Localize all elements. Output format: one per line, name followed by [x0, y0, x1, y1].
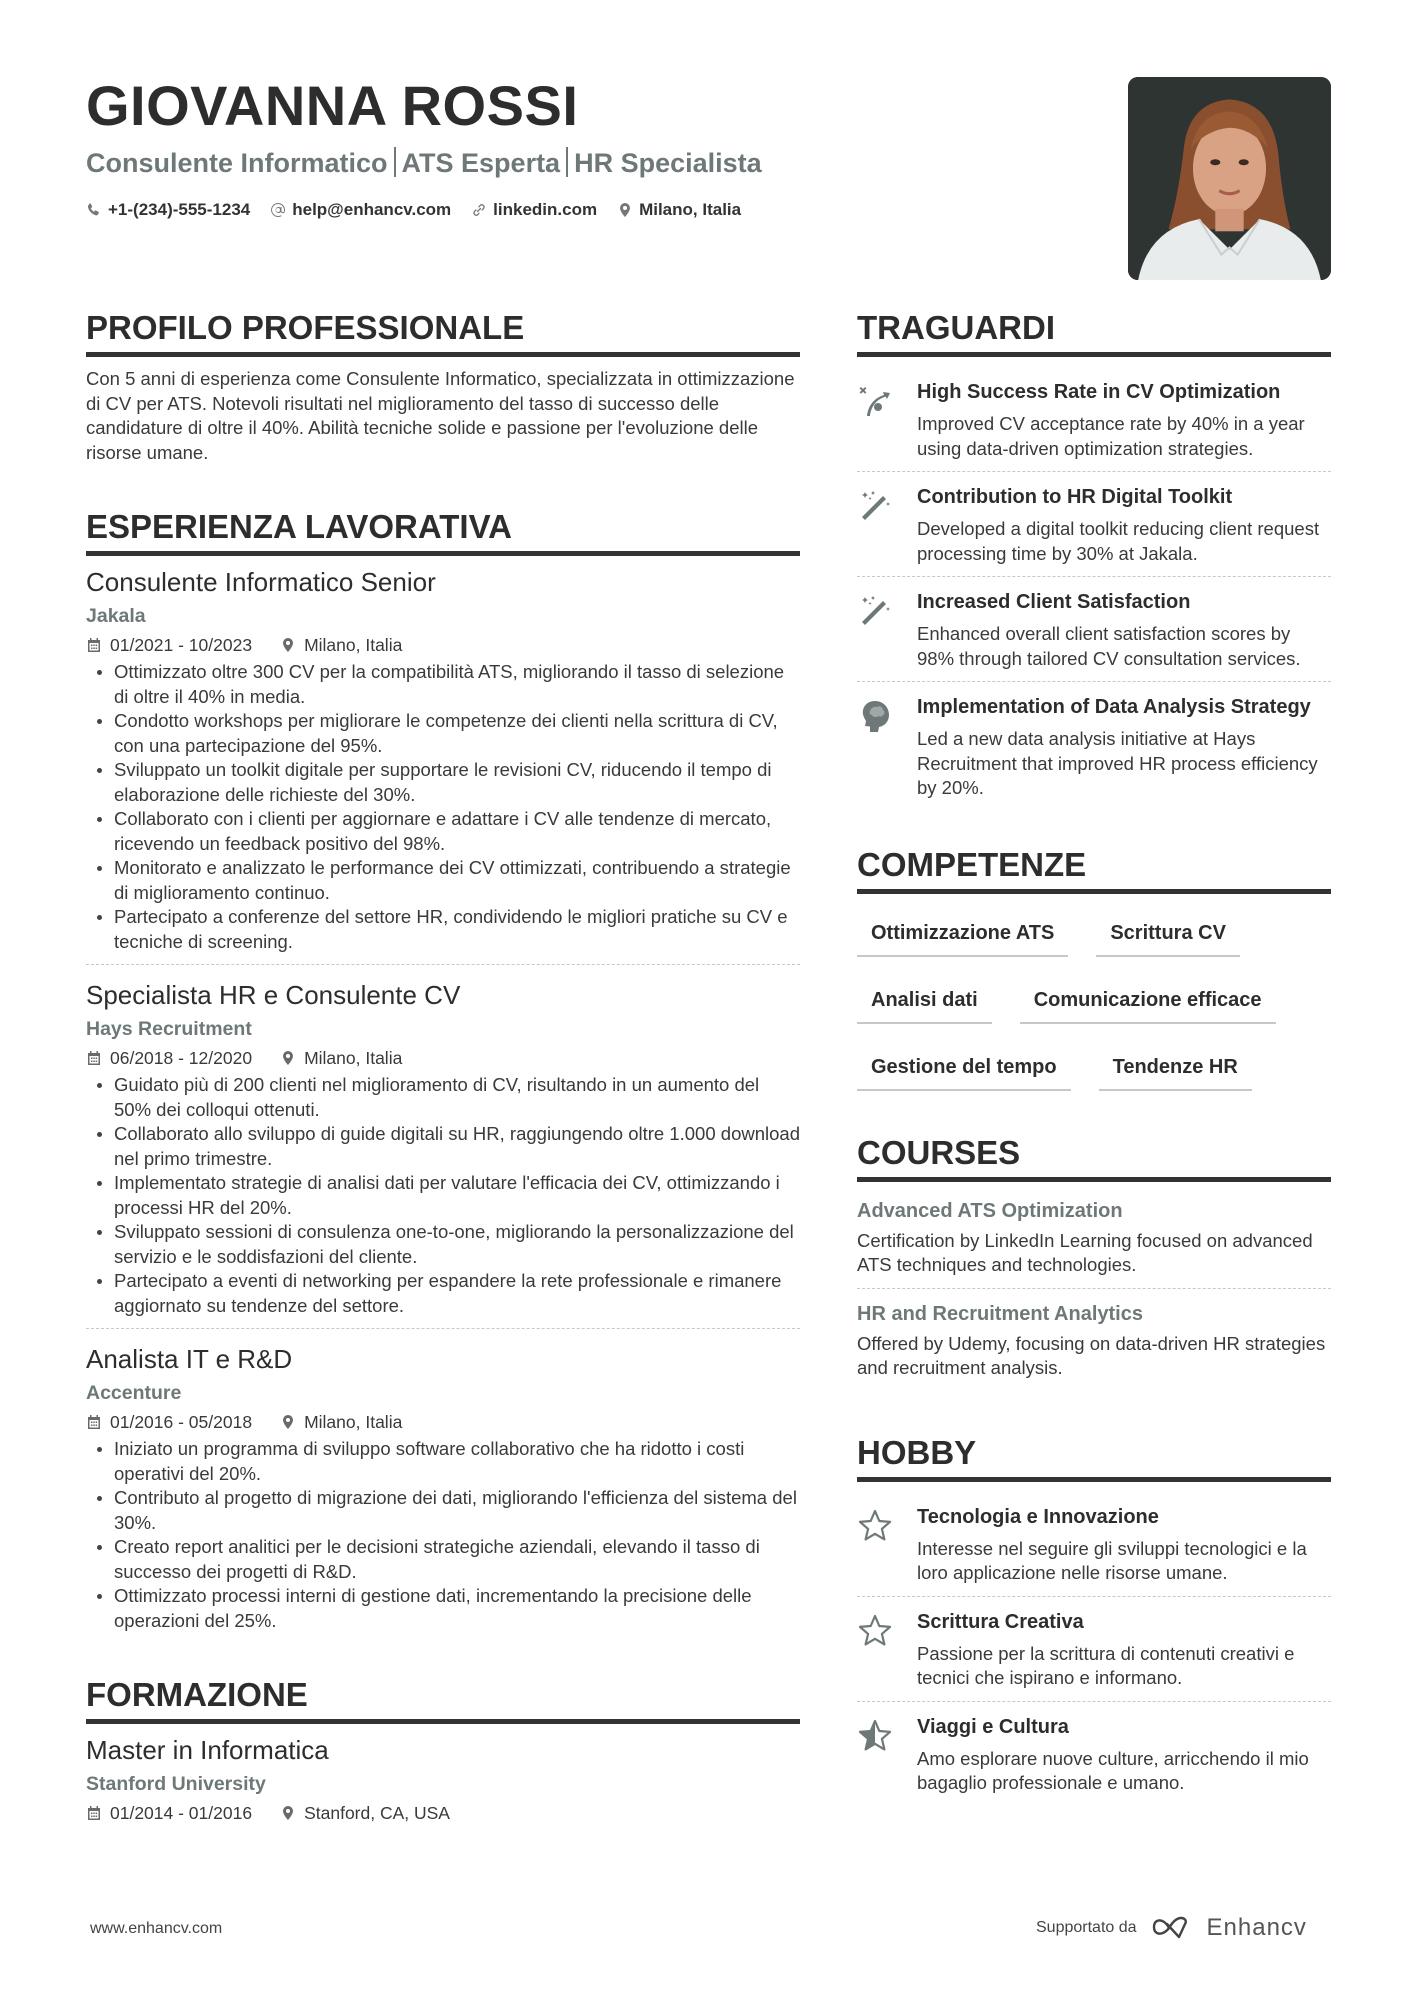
- job-bullet: Creato report analitici per le decisioni strategiche aziendali, elevando il tasso di successo dei progetti di R&D.: [86, 1535, 800, 1584]
- head-brain-icon: [857, 698, 893, 734]
- strategy-arrow-icon: [857, 383, 893, 419]
- job-meta: [86, 1411, 800, 1433]
- education-location: Stanford, CA, USA: [280, 1802, 450, 1824]
- section-title: COURSES: [857, 1133, 1331, 1182]
- achievement-desc: Enhanced overall client satisfaction scores by 98% through tailored CV consultation services.: [917, 623, 1301, 669]
- magic-wand-icon: [857, 593, 893, 629]
- star-outline-icon: [857, 1508, 893, 1544]
- job-bullet: Sviluppato sessioni di consulenza one-to-one, migliorando la personalizzazione del servizio e le soddisfazioni del cliente.: [86, 1220, 800, 1269]
- powered-by-label: Supportato da: [1036, 1919, 1137, 1936]
- footer-website-link[interactable]: www.enhancv.com: [90, 1920, 223, 1937]
- job-location: Milano, Italia: [280, 634, 402, 656]
- profile-section: [86, 308, 800, 465]
- company-name: Jakala: [86, 605, 146, 627]
- headline-separator: [394, 147, 396, 177]
- section-title: HOBBY: [857, 1433, 1331, 1482]
- achievement-desc: Improved CV acceptance rate by 40% in a year using data-driven optimization strategies.: [917, 413, 1305, 459]
- left-column: [86, 308, 800, 1834]
- achievement-desc: Led a new data analysis initiative at Hays Recruitment that improved HR process efficiency by 20%.: [917, 728, 1318, 798]
- hobby-title: Viaggi e Cultura: [917, 1715, 1069, 1738]
- job-meta: [86, 634, 800, 656]
- job-bullet: Ottimizzato processi interni di gestione dati, incrementando la precisione delle operazioni del 25%.: [86, 1584, 800, 1633]
- section-title: FORMAZIONE: [86, 1675, 800, 1724]
- job-meta: [86, 1047, 800, 1069]
- education-meta: [86, 1802, 800, 1824]
- section-title: ESPERIENZA LAVORATIVA: [86, 507, 800, 556]
- hobby-item: [857, 1596, 1331, 1701]
- education-dates: 01/2014 - 01/2016: [86, 1802, 252, 1824]
- profile-photo: [1128, 77, 1331, 280]
- skill-tag: Comunicazione efficace: [1020, 983, 1276, 1024]
- achievement-title: Increased Client Satisfaction: [917, 591, 1191, 613]
- candidate-name: GIOVANNA ROSSI: [86, 74, 579, 137]
- location-pin-icon: [280, 637, 296, 653]
- job-bullet: Partecipato a conferenze del settore HR, condividendo le migliori pratiche su CV e tecniche di screening.: [86, 905, 800, 954]
- course-item: [857, 1288, 1331, 1391]
- course-title: HR and Recruitment Analytics: [857, 1302, 1143, 1325]
- star-outline-icon: [857, 1613, 893, 1649]
- job-title: Analista IT e R&D: [86, 1344, 293, 1374]
- job-title: Consulente Informatico Senior: [86, 567, 436, 597]
- at-sign-icon: [270, 202, 286, 218]
- headline-part: ATS Esperta: [401, 148, 561, 178]
- skill-tag: Analisi dati: [857, 983, 992, 1024]
- hobby-item: [857, 1492, 1331, 1596]
- job-location: Milano, Italia: [280, 1047, 402, 1069]
- phone-icon: [86, 202, 102, 218]
- school-name: Stanford University: [86, 1773, 266, 1795]
- company-name: Hays Recruitment: [86, 1018, 252, 1040]
- achievement-title: High Success Rate in CV Optimization: [917, 381, 1281, 403]
- location-pin-icon: [280, 1414, 296, 1430]
- skills-section: [857, 845, 1331, 1091]
- profile-summary: Con 5 anni di esperienza come Consulente Informatico, specializzata in ottimizzazione di CV per ATS. Notevoli risultati nel miglioramento del tasso di successo delle candidature di oltre il 40%. Abilità tecniche solide e passione per l'evoluzione delle risorse umane.: [86, 368, 795, 463]
- job-bullet: Condotto workshops per migliorare le competenze dei clienti nella scrittura di CV, con una partecipazione del 95%.: [86, 709, 800, 758]
- location-pin-icon: [617, 202, 633, 218]
- job-entry: [86, 964, 800, 1328]
- candidate-headline: [86, 146, 1086, 180]
- headline-part: Consulente Informatico: [86, 148, 388, 178]
- education-section: [86, 1675, 800, 1834]
- achievement-item: [857, 471, 1331, 576]
- contact-bar: [86, 200, 1086, 220]
- section-title: PROFILO PROFESSIONALE: [86, 308, 800, 357]
- calendar-icon: [86, 1414, 102, 1430]
- skill-tag: Scrittura CV: [1096, 916, 1240, 957]
- achievement-item: [857, 576, 1331, 681]
- portrait-illustration: [1128, 77, 1331, 280]
- achievement-title: Implementation of Data Analysis Strategy: [917, 696, 1311, 718]
- job-bullet: Contributo al progetto di migrazione dei dati, migliorando l'efficienza del sistema del 30%.: [86, 1486, 800, 1535]
- headline-separator: [566, 147, 568, 177]
- achievement-desc: Developed a digital toolkit reducing client request processing time by 30% at Jakala.: [917, 518, 1320, 564]
- contact-linkedin[interactable]: linkedin.com: [471, 200, 597, 220]
- contact-phone[interactable]: +1-(234)-555-1234: [86, 200, 250, 220]
- company-name: Accenture: [86, 1382, 182, 1404]
- job-bullet: Monitorato e analizzato le performance dei CV ottimizzati, contribuendo a strategie di miglioramento continuo.: [86, 856, 800, 905]
- calendar-icon: [86, 1805, 102, 1821]
- course-item: [857, 1192, 1331, 1288]
- achievement-title: Contribution to HR Digital Toolkit: [917, 486, 1233, 508]
- experience-section: [86, 507, 800, 1643]
- job-bullet: Collaborato con i clienti per aggiornare e adattare i CV alle tendenze di mercato, ricevendo un feedback positivo del 98%.: [86, 807, 800, 856]
- hobby-section: [857, 1433, 1331, 1806]
- contact-email[interactable]: help@enhancv.com: [270, 200, 451, 220]
- location-pin-icon: [280, 1050, 296, 1066]
- calendar-icon: [86, 1050, 102, 1066]
- job-bullet: Partecipato a eventi di networking per espandere la rete professionale e rimanere aggiornato su tendenze del settore.: [86, 1269, 800, 1318]
- job-bullets: [86, 1073, 800, 1318]
- calendar-icon: [86, 637, 102, 653]
- hobby-title: Tecnologia e Innovazione: [917, 1505, 1159, 1528]
- education-entry: [86, 1734, 800, 1834]
- enhancv-logo-icon: [1149, 1915, 1195, 1941]
- right-column: [857, 308, 1331, 1806]
- hobby-desc: Passione per la scrittura di contenuti creativi e tecnici che ispirano e informano.: [917, 1642, 1295, 1688]
- achievements-section: [857, 308, 1331, 811]
- section-title: COMPETENZE: [857, 845, 1331, 894]
- job-bullet: Iniziato un programma di sviluppo software collaborativo che ha ridotto i costi operativi del 20%.: [86, 1437, 800, 1486]
- resume-header: [86, 74, 1086, 220]
- job-dates: 01/2016 - 05/2018: [86, 1411, 252, 1433]
- magic-wand-icon: [857, 488, 893, 524]
- course-desc: Certification by LinkedIn Learning focused on advanced ATS techniques and technologies.: [857, 1229, 1313, 1275]
- courses-section: [857, 1133, 1331, 1391]
- skills-list: [857, 904, 1331, 1091]
- course-title: Advanced ATS Optimization: [857, 1199, 1123, 1222]
- job-bullet: Ottimizzato oltre 300 CV per la compatibilità ATS, migliorando il tasso di selezione di oltre il 40% in media.: [86, 660, 800, 709]
- headline-part: HR Specialista: [574, 148, 762, 178]
- job-bullets: [86, 1437, 800, 1633]
- skill-tag: Gestione del tempo: [857, 1050, 1071, 1091]
- enhancv-brand-name: Enhancv: [1206, 1914, 1307, 1941]
- job-dates: 06/2018 - 12/2020: [86, 1047, 252, 1069]
- job-bullet: Implementato strategie di analisi dati per valutare l'efficacia dei CV, ottimizzando i processi HR del 20%.: [86, 1171, 800, 1220]
- contact-location: Milano, Italia: [617, 200, 741, 220]
- star-half-icon: [857, 1718, 893, 1754]
- job-bullet: Sviluppato un toolkit digitale per supportare le revisioni CV, riducendo il tempo di elaborazione delle richieste del 30%.: [86, 758, 800, 807]
- job-entry: [86, 1328, 800, 1643]
- location-pin-icon: [280, 1805, 296, 1821]
- section-title: TRAGUARDI: [857, 308, 1331, 357]
- job-entry: [86, 566, 800, 964]
- job-bullet: Collaborato allo sviluppo di guide digitali su HR, raggiungendo oltre 1.000 download nel primo trimestre.: [86, 1122, 800, 1171]
- footer-branding: [1036, 1914, 1307, 1942]
- job-title: Specialista HR e Consulente CV: [86, 980, 461, 1010]
- job-bullet: Guidato più di 200 clienti nel miglioramento di CV, risultando in un aumento del 50% dei colloqui ottenuti.: [86, 1073, 800, 1122]
- skill-tag: Ottimizzazione ATS: [857, 916, 1068, 957]
- hobby-title: Scrittura Creativa: [917, 1610, 1084, 1633]
- course-desc: Offered by Udemy, focusing on data-driven HR strategies and recruitment analysis.: [857, 1332, 1326, 1378]
- link-icon: [471, 202, 487, 218]
- hobby-desc: Amo esplorare nuove culture, arricchendo il mio bagaglio professionale e umano.: [917, 1747, 1309, 1793]
- hobby-desc: Interesse nel seguire gli sviluppi tecnologici e la loro applicazione nelle risorse umane.: [917, 1537, 1307, 1583]
- job-location: Milano, Italia: [280, 1411, 402, 1433]
- achievement-item: [857, 367, 1331, 471]
- skill-tag: Tendenze HR: [1099, 1050, 1252, 1091]
- hobby-item: [857, 1701, 1331, 1806]
- degree-title: Master in Informatica: [86, 1735, 329, 1765]
- job-bullets: [86, 660, 800, 954]
- job-dates: 01/2021 - 10/2023: [86, 634, 252, 656]
- achievement-item: [857, 681, 1331, 811]
